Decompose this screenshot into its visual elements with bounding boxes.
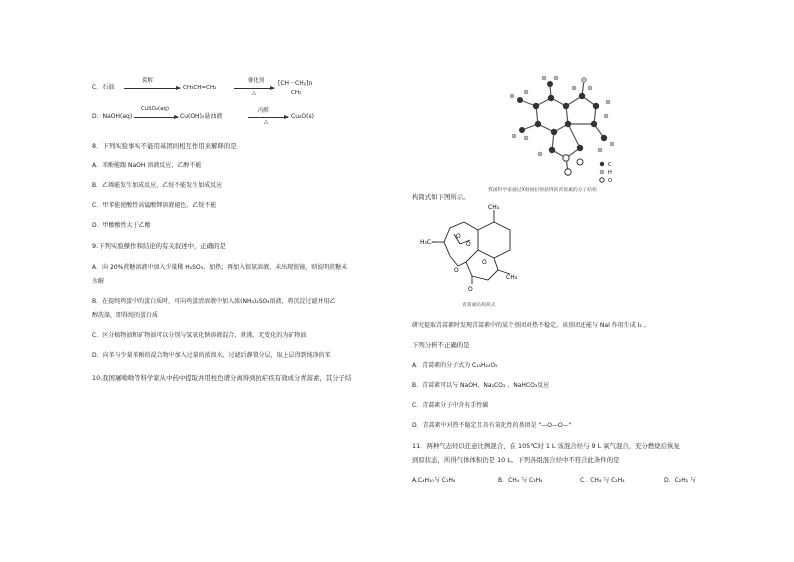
q10-stem-2: 下列分析不正确的是 — [412, 341, 470, 349]
reaction-c-product1: CH₃CH=CH₂ — [183, 85, 217, 91]
struct-o4: O — [468, 286, 473, 293]
reaction-c-label: C．石油 — [92, 84, 115, 91]
model-caption: 我国科学家通过X射线衍射获得的青蒿素的分子结构 — [488, 188, 597, 193]
struct-caption: 青蒿素结构简式 — [462, 303, 496, 308]
q9-option-b-line2: 醇洗涤，即得纯的蛋白质 — [92, 312, 159, 319]
reaction-c-polymer: [CH－CH₂]n — [278, 80, 313, 87]
q11-option-c: C．CH₄ 与 C₂H₄ — [580, 477, 625, 484]
artemisinin-structure — [420, 200, 530, 306]
reaction-c-arrow1-label: 裂解 — [142, 78, 153, 84]
reaction-d-arrow2-label: 丙醛 — [258, 108, 269, 114]
q8-stem: 8．下列实验事实不能用基团间相互作用来解释的是 — [92, 142, 237, 150]
reaction-d-product1: Cu(OH)₂悬浊液 — [180, 113, 223, 120]
q11-option-d: D．C₂H₂ 与 — [664, 477, 697, 484]
q8-option-c: C．甲苯能使酸性高锰酸钾溶液褪色，乙烷不能 — [92, 202, 217, 209]
reaction-d-arrow1-label: CuSO₄(aq) — [141, 106, 169, 112]
legend-c: C — [608, 162, 612, 168]
q9-option-a-line2: 水解 — [92, 278, 105, 285]
q8-option-a: A．苯酚能跟 NaOH 溶液反应，乙醇不能 — [92, 162, 202, 169]
reaction-arrow — [134, 117, 178, 118]
q10-option-c: C．青蒿素分子中含有手性碳 — [412, 402, 489, 409]
reaction-arrow — [234, 88, 274, 89]
q9-option-b-line1: B．在提纯鸡蛋中的蛋白质时，可向鸡蛋清溶液中加入浓(NH₄)₂SO₄溶液，将沉淀过滤并用乙 — [92, 298, 336, 305]
q8-option-b: B．乙烯能发生加成反应，乙烷不能发生加成反应 — [92, 182, 223, 189]
reaction-c-arrow2-label: 催化剂 — [248, 78, 265, 84]
reaction-d-label: D．NaOH(aq) — [92, 113, 133, 120]
model-legend — [600, 162, 612, 184]
q9-stem: 9.下列实验操作和结论的有关叙述中，正确的是 — [92, 242, 226, 250]
q10-option-a: A．青蒿素的分子式为 C₁₅H₂₂O₅ — [412, 362, 498, 369]
struct-o3: O — [454, 267, 459, 274]
q9-option-a-line1: A．向 20%蔗糖溶液中加入少量稀 H₂SO₄，加热；再加入银氨溶液，未出现银镜，则说明蔗糖未 — [92, 264, 348, 271]
q11-option-a: A.C₄H₁₀与 C₃H₆ — [412, 477, 456, 484]
reaction-c-polymer-sub: CH₃ — [291, 90, 302, 96]
legend-o: O — [608, 178, 612, 184]
q10-option-b: B．青蒿素可以与 NaOH、Na₂CO₃ 、NaHCO₃反应 — [412, 382, 550, 389]
q11-stem-line1: 11．两种气态烃以任意比例混合，在 105℃时 1 L 该混合烃与 9 L 氧气混合，充分燃烧后恢复 — [412, 442, 680, 450]
q9-option-c: C．区分植物油和矿物油可以分别与氢氧化钠溶液混合，煮沸，无变化的为矿物油 — [92, 332, 307, 339]
reaction-d-arrow2-cond: △ — [264, 119, 269, 125]
struct-o1: O — [456, 233, 461, 240]
struct-h3c: H₃C— — [420, 239, 438, 246]
legend-h: H — [608, 170, 612, 176]
reaction-arrow — [124, 88, 180, 89]
struct-o5: O — [482, 259, 487, 266]
q10-note: 研究提取青蒿素时发现青蒿素中的某个基团对热不稳定，该基团还能与 NaI 作用生成 I₂ 。 — [412, 322, 650, 329]
q10-option-d: D．青蒿素中对热不稳定且具有氧化性的基团是 "—O—O—" — [412, 422, 572, 429]
struct-ch3-top: CH₃ — [488, 204, 500, 211]
struct-ch3-bottom: CH₃ — [506, 274, 518, 281]
reaction-arrow — [248, 117, 288, 118]
molecular-model-image — [496, 66, 626, 184]
q9-option-d: D．向苯与少量苯酚的混合物中加入过量的浓溴水，过滤后静置分层，取上层得到纯净的苯 — [92, 352, 331, 359]
q11-option-b: B．CH₄ 与 C₃H₄ — [498, 477, 543, 484]
q11-stem-line2: 到原状态，所得气体体积仍是 10 L。下列各组混合烃中不符合此条件的是 — [412, 456, 620, 464]
reaction-c-arrow2-cond: △ — [252, 90, 257, 96]
q8-option-d: D．甲酸酸性大于乙酸 — [92, 222, 151, 229]
reaction-d-product2: Cu₂O(s) — [291, 113, 314, 120]
q10-stem: 10.我国屠呦呦等科学家从中药中提取并用柱色谱分离得到抗疟疾有效成分青蒿素，其分子结 — [92, 374, 352, 382]
struct-o2: O — [466, 241, 471, 248]
struct-intro: 构简式如下图所示。 — [412, 193, 470, 201]
